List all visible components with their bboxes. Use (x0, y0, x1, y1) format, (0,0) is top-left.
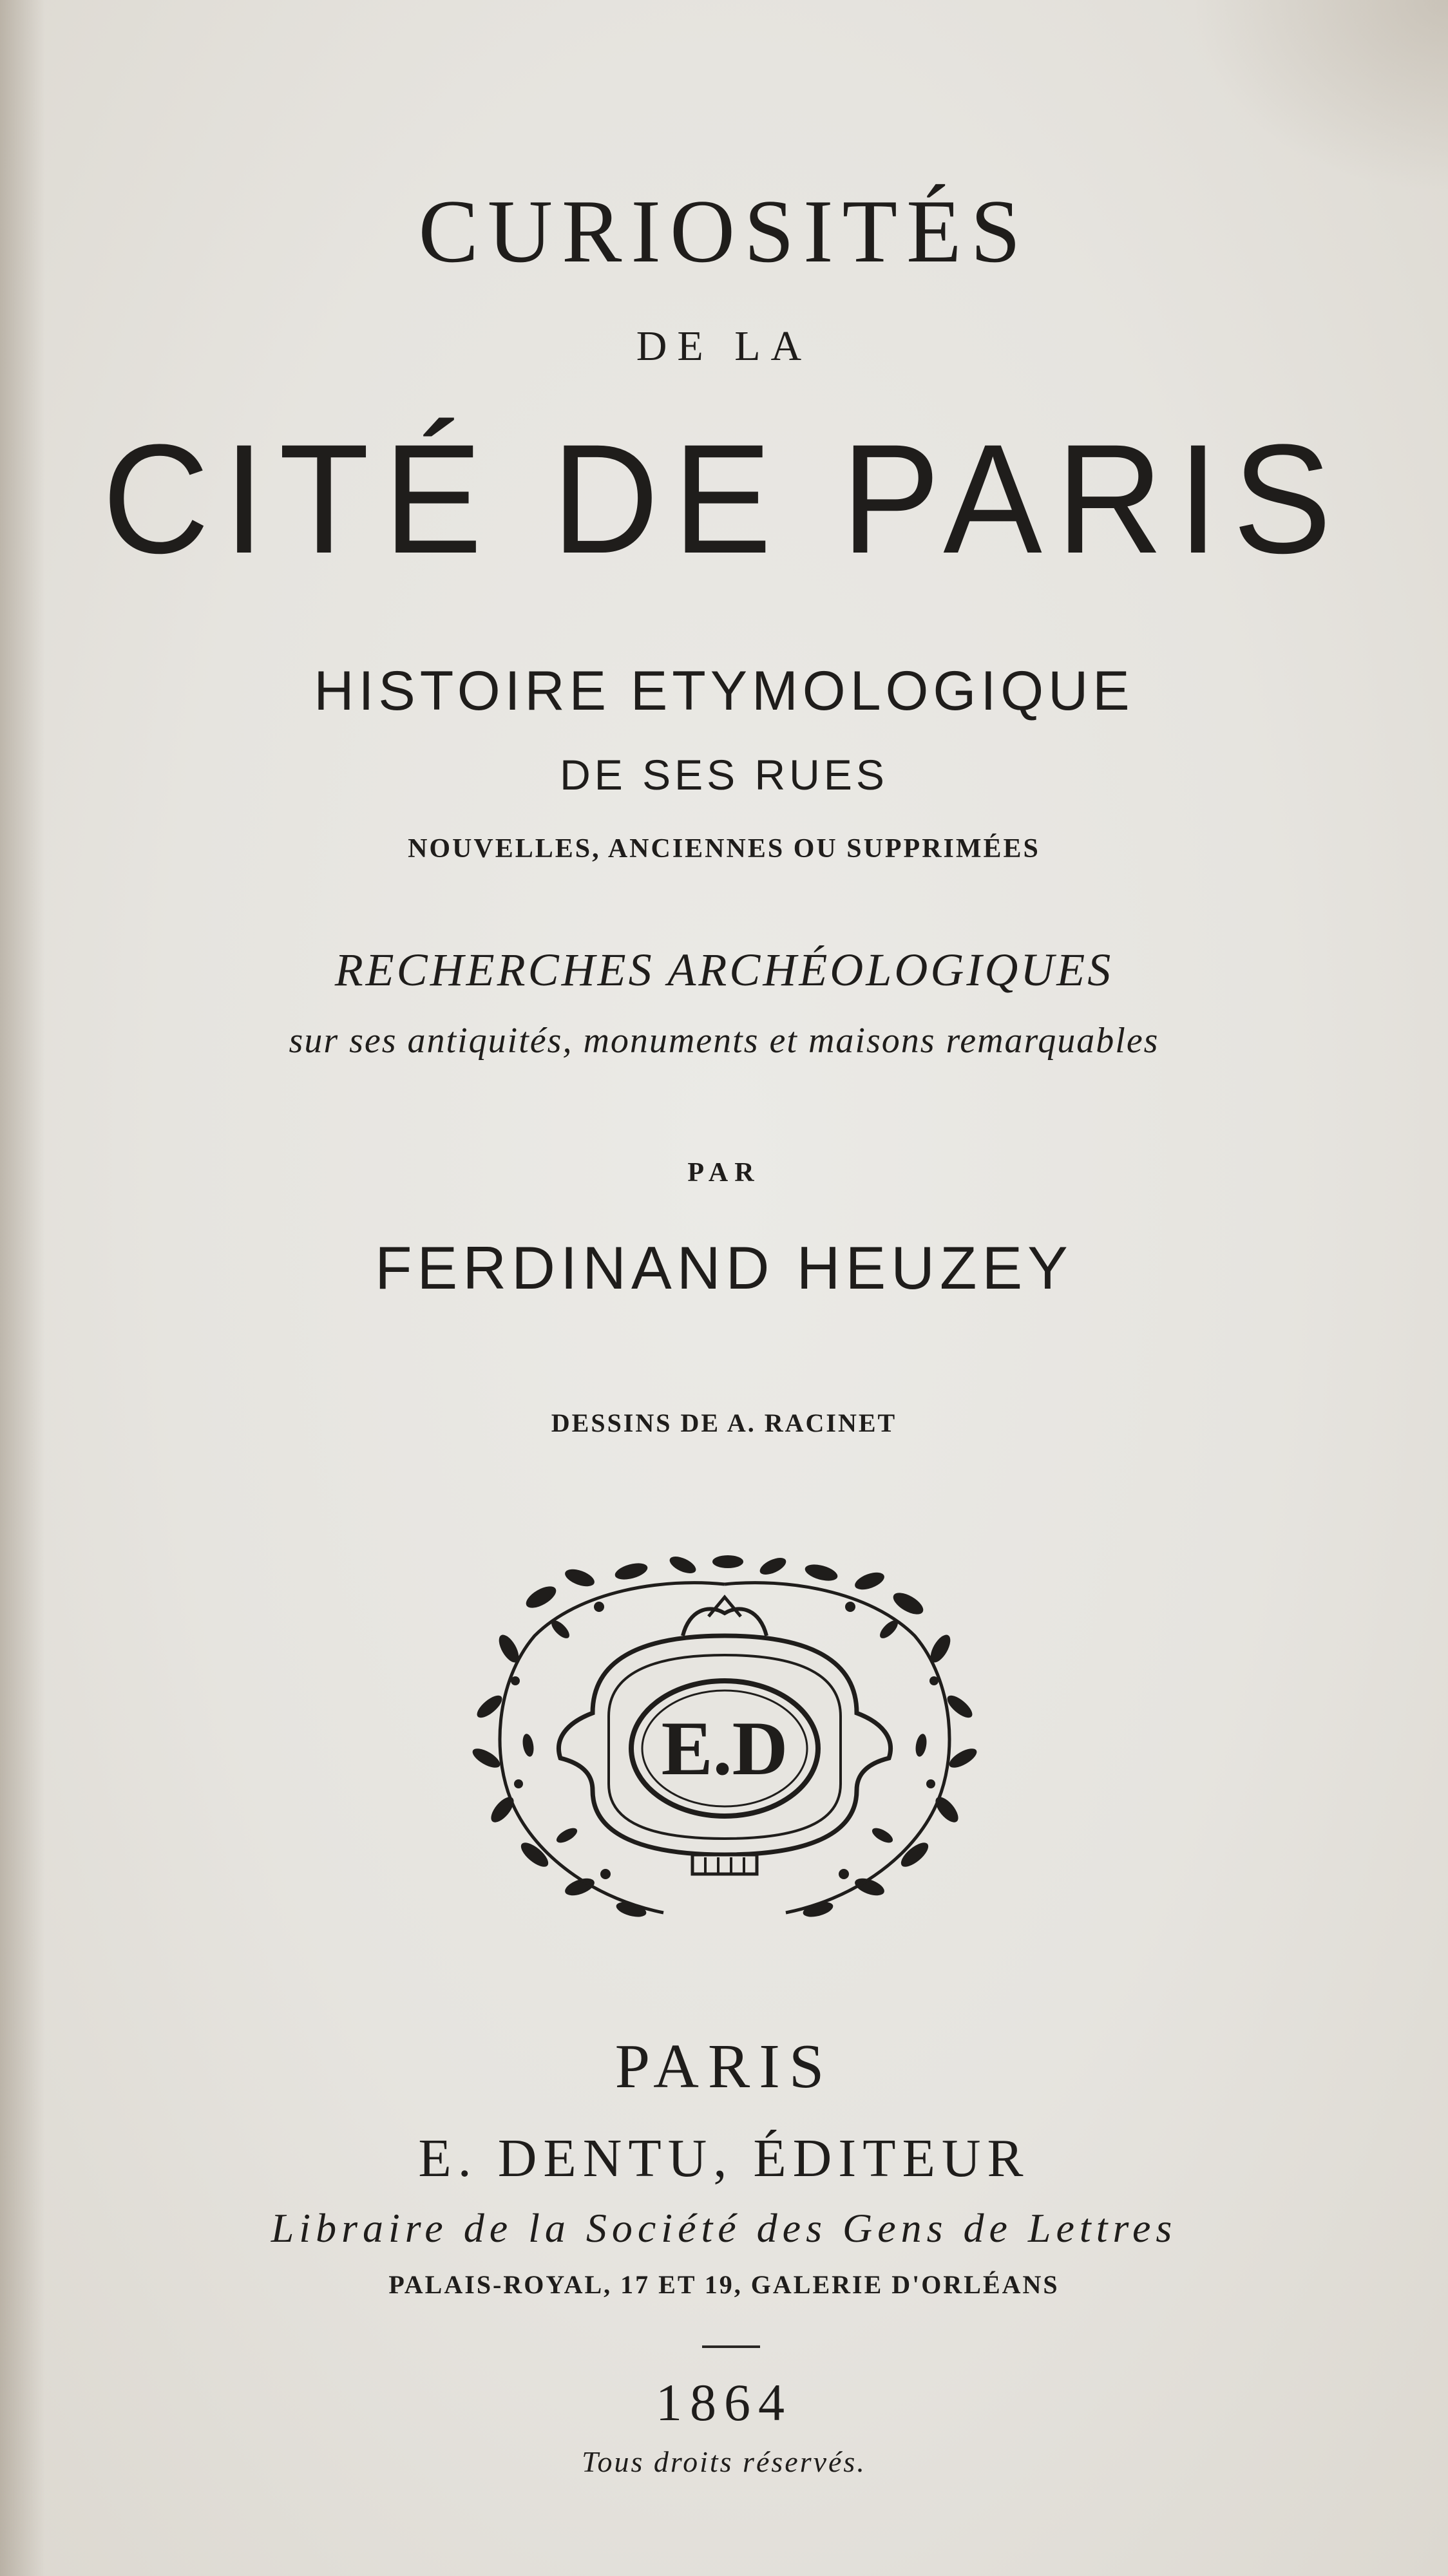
publisher-emblem-icon (470, 1552, 979, 1945)
divider-rule (702, 2345, 760, 2348)
subtitle-nouvelles: NOUVELLES, ANCIENNES OU SUPPRIMÉES (408, 834, 1040, 864)
imprint-year: 1864 (656, 2373, 792, 2432)
subtitle-histoire: HISTOIRE ETYMOLOGIQUE (314, 660, 1134, 722)
imprint-publisher: E. DENTU, ÉDITEUR (418, 2128, 1030, 2188)
imprint-city: PARIS (614, 2032, 834, 2101)
imprint-address: PALAIS-ROYAL, 17 ET 19, GALERIE D'ORLÉANS (388, 2270, 1060, 2299)
title-de-la: DE LA (636, 323, 812, 370)
illustrations-credit: DESSINS DE A. RACINET (551, 1408, 897, 1437)
imprint-bookseller: Libraire de la Société des Gens de Lettres (271, 2205, 1177, 2251)
emblem-monogram: E.D (661, 1705, 788, 1791)
subtitle-de-ses-rues: DE SES RUES (560, 751, 888, 799)
title-cite-de-paris: CITÉ DE PARIS (102, 412, 1346, 586)
research-description: sur ses antiquités, monuments et maisons remarquables (289, 1021, 1159, 1061)
title-curiosites: CURIOSITÉS (418, 182, 1030, 281)
author-by: PAR (687, 1158, 761, 1188)
corner-stain (1190, 0, 1448, 193)
research-heading: RECHERCHES ARCHÉOLOGIQUES (334, 944, 1114, 996)
author-name: FERDINAND HEUZEY (375, 1234, 1073, 1302)
imprint-rights: Tous droits réservés. (582, 2445, 866, 2478)
